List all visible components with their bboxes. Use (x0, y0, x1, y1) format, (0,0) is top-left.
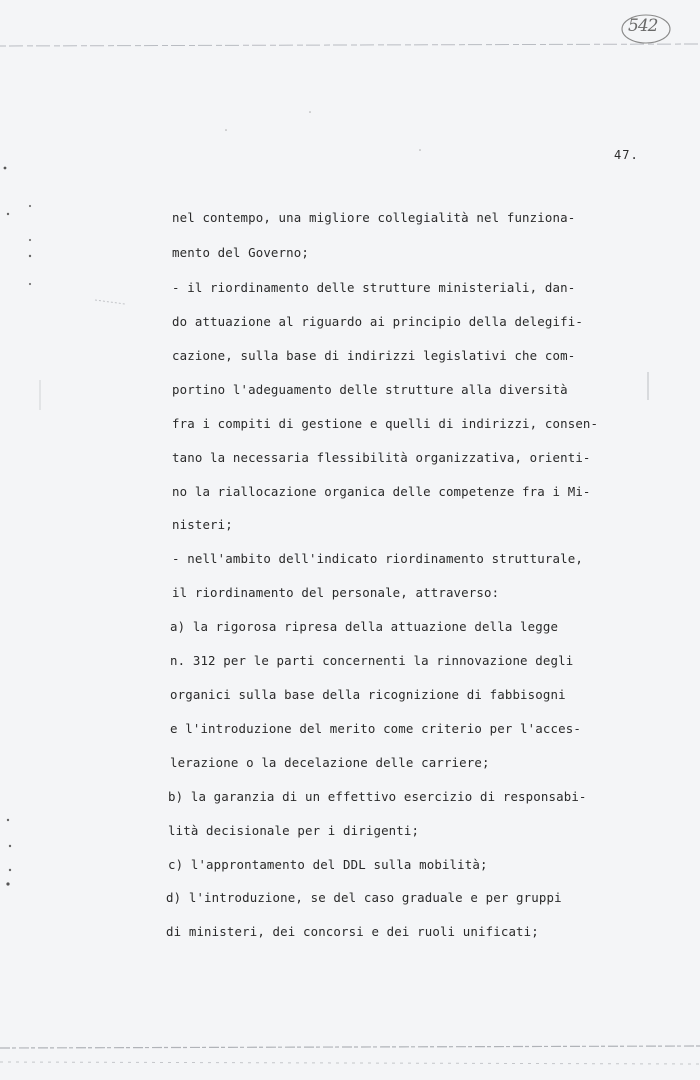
text-line: - il riordinamento delle strutture ministeriali, dan- (172, 280, 576, 295)
text-line: mento del Governo; (172, 245, 309, 260)
text-line: do attuazione al riguardo ai principio della delegifi- (172, 314, 583, 329)
text-line: tano la necessaria flessibilità organizzativa, orienti- (172, 450, 591, 465)
text-line: e l'introduzione del merito come criterio per l'acces- (170, 721, 581, 736)
text-line: fra i compiti di gestione e quelli di indirizzi, consen- (172, 416, 599, 431)
text-line: organici sulla base della ricognizione di fabbisogni (170, 687, 566, 702)
text-line: portino l'adeguamento delle strutture alla diversità (172, 382, 568, 397)
text-line: c) l'approntamento del DDL sulla mobilità; (168, 857, 488, 872)
text-line: b) la garanzia di un effettivo esercizio di responsabi- (168, 789, 587, 804)
text-line: nel contempo, una migliore collegialità nel funziona- (172, 210, 576, 225)
page-number: 47. (614, 148, 639, 162)
text-line: - nell'ambito dell'indicato riordinamento strutturale, (172, 551, 583, 566)
text-line: n. 312 per le parti concernenti la rinnovazione degli (170, 653, 574, 668)
text-line: d) l'introduzione, se del caso graduale e per gruppi (166, 890, 562, 905)
text-line: cazione, sulla base di indirizzi legislativi che com- (172, 348, 576, 363)
text-line: nisteri; (172, 517, 233, 532)
text-line: lerazione o la decelazione delle carriere; (170, 755, 490, 770)
text-line: lità decisionale per i dirigenti; (168, 823, 420, 838)
archive-stamp-number: 542 (628, 16, 658, 36)
text-line: no la riallocazione organica delle competenze fra i Mi- (172, 484, 591, 499)
text-line: il riordinamento del personale, attraverso: (172, 585, 500, 600)
text-line: di ministeri, dei concorsi e dei ruoli unificati; (166, 924, 539, 939)
text-line: a) la rigorosa ripresa della attuazione della legge (170, 619, 559, 634)
